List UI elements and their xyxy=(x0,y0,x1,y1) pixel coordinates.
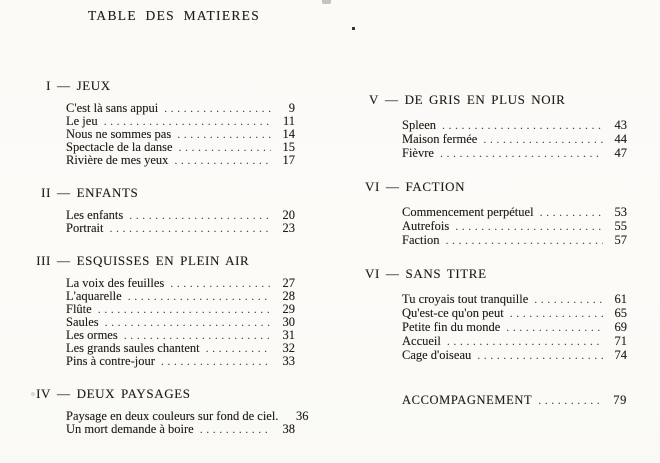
dot-leader xyxy=(177,128,271,141)
toc-column-left xyxy=(35,78,309,454)
toc-section xyxy=(35,253,295,368)
section-entries xyxy=(35,209,295,235)
dot-leader xyxy=(179,141,271,154)
section-title: FACTION xyxy=(405,179,466,194)
toc-entry xyxy=(66,222,295,235)
toc-section xyxy=(365,92,627,160)
toc-entry xyxy=(402,132,627,146)
section-dash: — xyxy=(57,386,71,401)
entry-page: 55 xyxy=(614,219,627,233)
entry-page: 31 xyxy=(282,328,295,342)
section-numeral: IV xyxy=(36,386,51,401)
entry-page: 53 xyxy=(614,205,627,219)
section-dash: — xyxy=(385,266,400,281)
entry-label: C'est là sans appui xyxy=(66,101,159,115)
scan-speck xyxy=(352,27,355,30)
section-header xyxy=(365,179,627,195)
entry-page: 43 xyxy=(614,118,627,132)
section-header xyxy=(35,386,295,402)
toc-entry xyxy=(66,102,295,115)
dot-leader xyxy=(164,102,271,115)
toc-entry xyxy=(402,306,627,320)
entry-label: Les enfants xyxy=(66,208,124,222)
section-header xyxy=(35,78,295,94)
toc-entry xyxy=(66,355,295,368)
entry-label: Petite fin du monde xyxy=(402,320,501,334)
entry-label: Un mort demande à boire xyxy=(66,422,194,436)
scan-speck-faint xyxy=(31,392,35,396)
entry-page: 57 xyxy=(614,233,627,247)
entry-label: Commencement perpétuel xyxy=(402,205,534,219)
dot-leader xyxy=(440,146,603,160)
footer-label: ACCOMPAGNEMENT xyxy=(402,393,533,407)
entry-label: Rivière de mes yeux xyxy=(66,153,169,167)
dot-leader xyxy=(506,320,603,334)
entry-label: Spleen xyxy=(402,118,437,132)
dot-leader xyxy=(174,154,271,167)
entry-label: Faction xyxy=(402,233,440,247)
entry-page: 44 xyxy=(614,132,627,146)
entry-page: 14 xyxy=(282,127,295,141)
dot-leader xyxy=(477,348,603,362)
entry-page: 15 xyxy=(282,140,295,154)
dot-leader xyxy=(128,290,271,303)
page-title: TABLE DES MATIERES xyxy=(87,8,261,23)
toc-entry xyxy=(402,348,627,362)
entry-label: Paysage en deux couleurs sur fond de ciel. xyxy=(66,409,279,423)
entry-label: Saules xyxy=(66,315,99,329)
toc-entry xyxy=(66,423,295,436)
entry-page: 36 xyxy=(295,409,309,423)
entry-page: 74 xyxy=(614,348,627,362)
entry-label: Tu croyais tout tranquille xyxy=(402,292,529,306)
entry-label: Nous ne sommes pas xyxy=(66,127,172,141)
section-title: DE GRIS EN PLUS NOIR xyxy=(404,92,566,107)
toc-section xyxy=(35,78,295,167)
entry-page: 32 xyxy=(282,341,295,355)
section-dash: — xyxy=(385,92,399,107)
entry-page: 61 xyxy=(614,292,627,306)
entry-label: Pins à contre-jour xyxy=(66,354,155,368)
entry-label: L'aquarelle xyxy=(66,289,122,303)
dot-leader xyxy=(105,316,271,329)
dot-leader xyxy=(206,342,271,355)
section-numeral: VI xyxy=(365,266,380,281)
toc-entry xyxy=(66,290,295,303)
section-entries xyxy=(365,205,627,247)
entry-page: 27 xyxy=(282,276,295,290)
dot-leader xyxy=(538,393,603,408)
section-entries xyxy=(35,277,295,368)
dot-leader xyxy=(446,233,604,247)
section-header xyxy=(365,266,627,282)
toc-column-right xyxy=(365,92,627,408)
toc-entry xyxy=(402,233,627,247)
section-numeral: VI xyxy=(365,179,380,194)
section-entries xyxy=(365,118,627,160)
entry-page: 30 xyxy=(282,315,295,329)
section-dash: — xyxy=(57,78,71,93)
toc-entry xyxy=(66,303,295,316)
dot-leader xyxy=(534,292,603,306)
section-entries xyxy=(35,409,309,436)
toc-entry xyxy=(402,219,627,233)
section-title: ENFANTS xyxy=(76,185,139,200)
scan-smudge xyxy=(322,0,331,4)
section-title: SANS TITRE xyxy=(405,266,487,281)
entry-page: 28 xyxy=(282,289,295,303)
entry-page: 33 xyxy=(282,354,295,368)
entry-page: 47 xyxy=(614,146,627,160)
entry-page: 23 xyxy=(282,221,295,235)
dot-leader xyxy=(98,303,271,316)
toc-footer-entry xyxy=(365,393,627,408)
dot-leader xyxy=(200,423,271,436)
section-numeral: II xyxy=(41,185,51,200)
dot-leader xyxy=(510,306,603,320)
dot-leader xyxy=(129,209,271,222)
entry-label: Le jeu xyxy=(66,114,98,128)
section-dash: — xyxy=(385,179,400,194)
toc-section xyxy=(35,185,295,235)
entry-label: Les grands saules chantent xyxy=(66,341,200,355)
dot-leader xyxy=(161,355,271,368)
entry-label: Spectacle de la danse xyxy=(66,140,173,154)
dot-leader xyxy=(170,277,271,290)
dot-leader xyxy=(483,132,603,146)
section-header xyxy=(365,92,627,108)
entry-label: Portrait xyxy=(66,221,104,235)
dot-leader xyxy=(540,205,603,219)
entry-page: 9 xyxy=(288,101,295,115)
entry-label: Les ormes xyxy=(66,328,118,342)
section-entries xyxy=(35,102,295,167)
entry-page: 69 xyxy=(614,320,627,334)
toc-entry xyxy=(402,334,627,348)
entry-page: 71 xyxy=(614,334,627,348)
toc-entry xyxy=(402,146,627,160)
dot-leader xyxy=(110,222,272,235)
entry-label: Cage d'oiseau xyxy=(402,348,472,362)
section-header xyxy=(35,185,295,201)
entry-page: 20 xyxy=(282,208,295,222)
entry-label: Qu'est-ce qu'on peut xyxy=(402,306,504,320)
entry-label: Maison fermée xyxy=(402,132,478,146)
section-header xyxy=(35,253,295,269)
toc-section xyxy=(365,266,627,362)
section-dash: — xyxy=(57,253,71,268)
section-title: ESQUISSES EN PLEIN AIR xyxy=(76,253,250,268)
section-numeral: V xyxy=(369,92,379,107)
entry-label: Accueil xyxy=(402,334,441,348)
entry-label: La voix des feuilles xyxy=(66,276,165,290)
footer-page-number: 79 xyxy=(613,393,627,407)
section-dash: — xyxy=(57,185,71,200)
entry-page: 65 xyxy=(614,306,627,320)
entry-page: 29 xyxy=(282,302,295,316)
entry-label: Fièvre xyxy=(402,146,434,160)
toc-entry xyxy=(402,320,627,334)
dot-leader xyxy=(455,219,603,233)
entry-label: Autrefois xyxy=(402,219,450,233)
entry-page: 11 xyxy=(282,114,295,128)
toc-section xyxy=(35,386,309,436)
section-numeral: I xyxy=(46,78,51,93)
toc-entry xyxy=(402,118,627,132)
section-numeral: III xyxy=(36,253,51,268)
section-title: JEUX xyxy=(76,78,111,93)
toc-section xyxy=(365,179,627,247)
dot-leader xyxy=(447,334,603,348)
section-entries xyxy=(365,292,627,362)
entry-label: Flûte xyxy=(66,302,92,316)
toc-entry xyxy=(66,154,295,167)
toc-entry xyxy=(402,205,627,219)
toc-entry xyxy=(402,292,627,306)
entry-page: 17 xyxy=(282,153,295,167)
dot-leader xyxy=(442,118,603,132)
section-title: DEUX PAYSAGES xyxy=(76,386,191,401)
entry-page: 38 xyxy=(282,422,295,436)
